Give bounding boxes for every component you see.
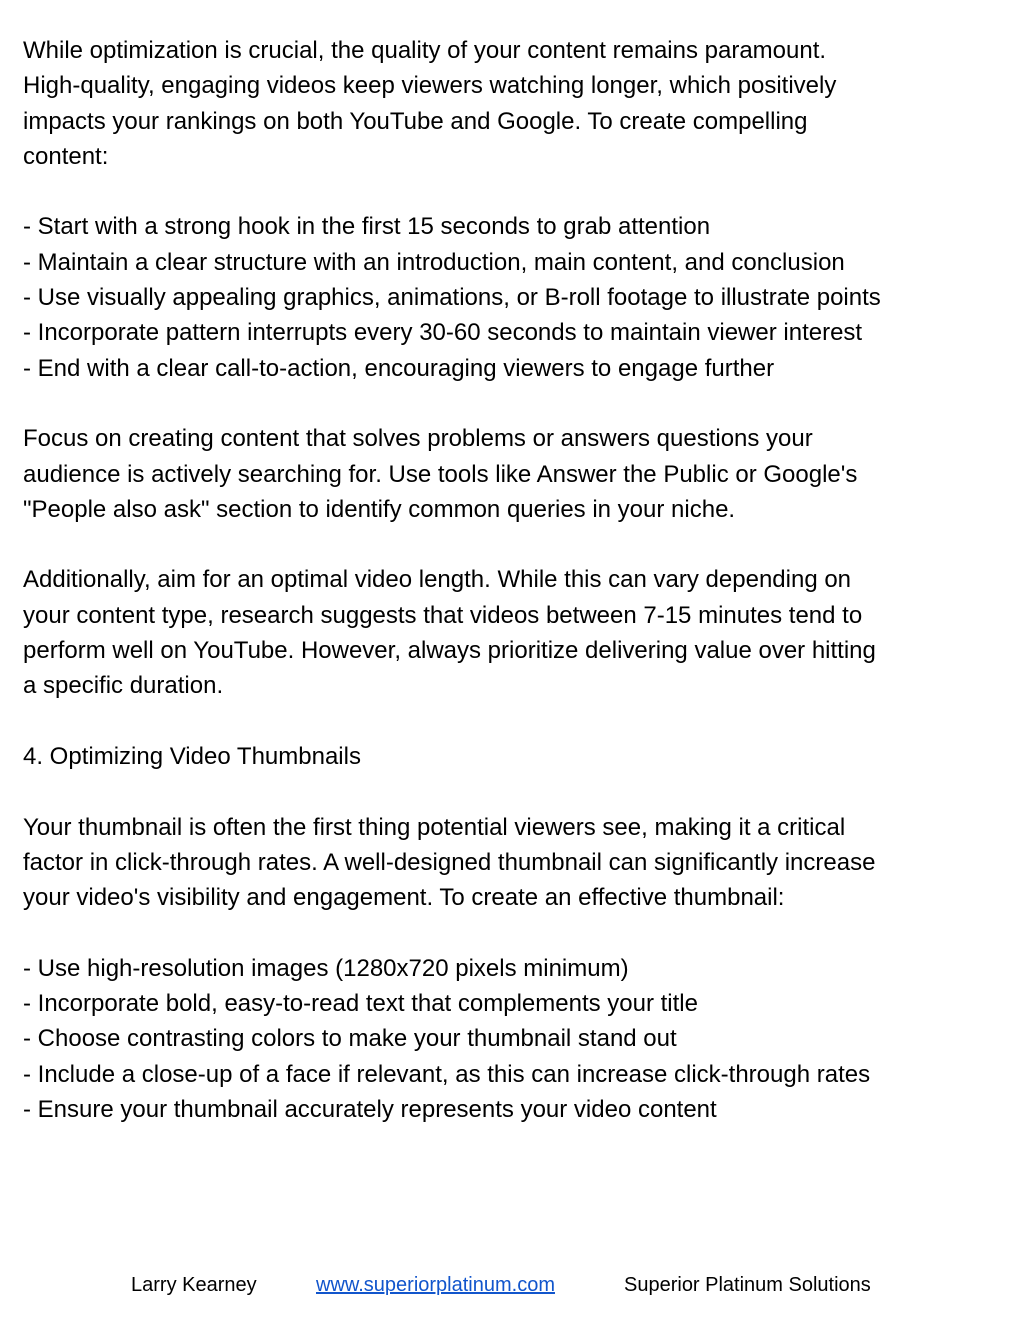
thumbnail-intro-paragraph	[23, 810, 1003, 916]
footer-author: Larry Kearney	[131, 1274, 257, 1296]
thumbnail-list	[23, 951, 1003, 1127]
text-line: your content type, research suggests that videos between 7-15 minutes tend to	[23, 601, 863, 629]
list-item: - Start with a strong hook in the first 15 seconds to grab attention	[23, 213, 711, 241]
document-body	[23, 33, 1003, 1127]
text-line: impacts your rankings on both YouTube and Google. To create compelling	[23, 107, 808, 135]
list-item: - Incorporate bold, easy-to-read text that complements your title	[23, 990, 698, 1018]
text-line: factor in click-through rates. A well-designed thumbnail can significantly increase	[23, 848, 876, 876]
list-item: - Include a close-up of a face if relevant, as this can increase click-through rates	[23, 1060, 871, 1088]
section-heading	[23, 739, 1003, 774]
text-line: "People also ask" section to identify common queries in your niche.	[23, 495, 736, 523]
text-line: audience is actively searching for. Use tools like Answer the Public or Google's	[23, 460, 858, 488]
text-line: your video's visibility and engagement. To create an effective thumbnail:	[23, 884, 785, 912]
section-heading-text: 4. Optimizing Video Thumbnails	[23, 742, 361, 770]
text-line: a specific duration.	[23, 672, 224, 700]
list-item: - Use visually appealing graphics, animations, or B-roll footage to illustrate points	[23, 284, 881, 312]
text-line: High-quality, engaging videos keep viewers watching longer, which positively	[23, 72, 837, 100]
length-paragraph	[23, 562, 1003, 703]
text-line: While optimization is crucial, the quality of your content remains paramount.	[23, 37, 827, 64]
focus-paragraph	[23, 421, 1003, 527]
footer-company: Superior Platinum Solutions	[624, 1274, 871, 1296]
list-item: - Ensure your thumbnail accurately represents your video content	[23, 1095, 717, 1123]
list-item: - Use high-resolution images (1280x720 pixels minimum)	[23, 954, 629, 982]
footer-website-link[interactable]: www.superiorplatinum.com	[316, 1274, 555, 1296]
list-item: - Maintain a clear structure with an introduction, main content, and conclusion	[23, 248, 845, 276]
text-line: Additionally, aim for an optimal video length. While this can vary depending on	[23, 566, 852, 594]
text-line: Focus on creating content that solves problems or answers questions your	[23, 425, 813, 453]
list-item: - Incorporate pattern interrupts every 30-60 seconds to maintain viewer interest	[23, 319, 863, 347]
quality-intro-paragraph	[23, 33, 1003, 174]
text-line: Your thumbnail is often the first thing potential viewers see, making it a critical	[23, 813, 846, 841]
list-item: - Choose contrasting colors to make your thumbnail stand out	[23, 1025, 677, 1053]
quality-list	[23, 209, 1003, 385]
list-item: - End with a clear call-to-action, encouraging viewers to engage further	[23, 354, 775, 382]
text-line: perform well on YouTube. However, always prioritize delivering value over hitting	[23, 637, 876, 665]
text-line: content:	[23, 142, 109, 170]
